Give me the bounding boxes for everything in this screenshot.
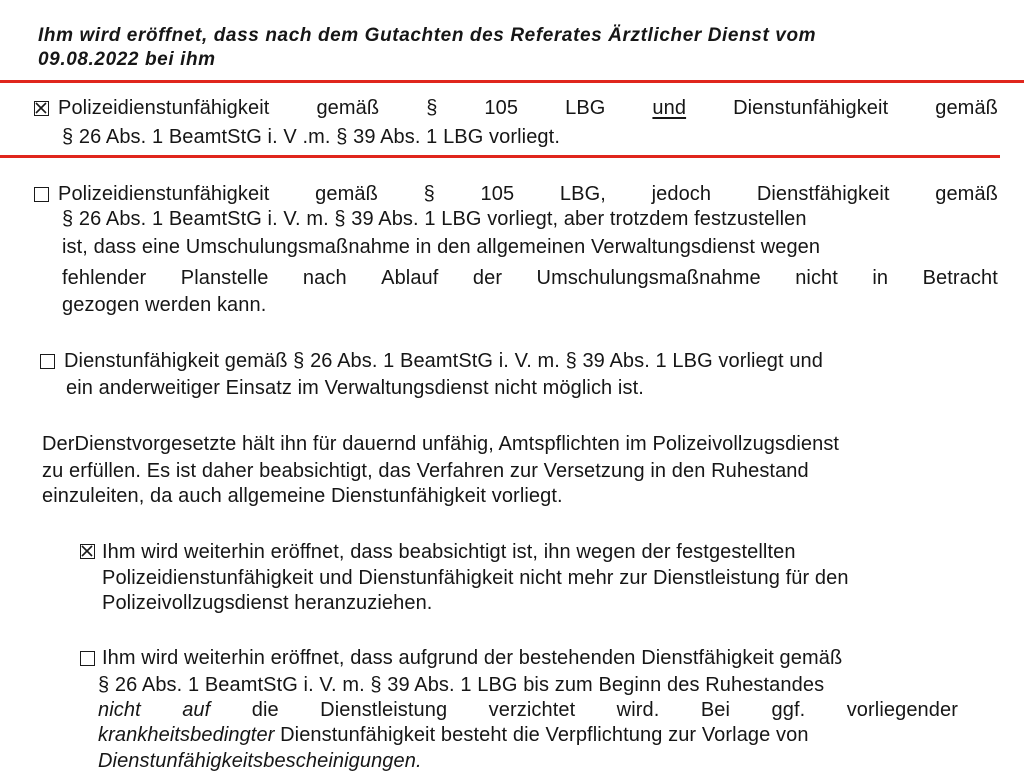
highlight-line-bottom (0, 155, 1000, 158)
option-3-line-1: Dienstunfähigkeit gemäß § 26 Abs. 1 BeamtStG i. V. m. § 39 Abs. 1 LBG vorliegt und (64, 350, 823, 372)
checkbox-checked-icon (80, 544, 95, 559)
option-5-line-5: Dienstunfähigkeitsbescheinigungen. (98, 750, 422, 772)
option-1-line-2: § 26 Abs. 1 BeamtStG i. V .m. § 39 Abs. 1 LBG vorliegt. (62, 126, 560, 148)
option-5-line-3: nicht auf die Dienstleistung verzichtet wird. Bei ggf. vorliegender (98, 699, 958, 721)
checkbox-unchecked-icon (80, 651, 95, 666)
option-2-line-2: § 26 Abs. 1 BeamtStG i. V. m. § 39 Abs. 1 LBG vorliegt, aber trotzdem festzustellen (62, 208, 807, 230)
option-2-line-5: gezogen werden kann. (62, 294, 267, 316)
checkbox-checked-icon (34, 101, 49, 116)
option-5-line-1: Ihm wird weiterhin eröffnet, dass aufgrund der bestehenden Dienstfähigkeit gemäß (102, 647, 843, 669)
underlined-und: und (652, 97, 687, 119)
option-1-line-1: Polizeidienstunfähigkeit gemäß § 105 LBG und Dienstunfähigkeit gemäß (58, 97, 998, 119)
option-4-line-3: Polizeivollzugsdienst heranzuziehen. (102, 592, 433, 614)
checkbox-unchecked-icon (34, 187, 49, 202)
option-5-line-4: krankheitsbedingter Dienstunfähigkeit besteht die Verpflichtung zur Vorlage von (98, 724, 809, 746)
option-4-line-2: Polizeidienstunfähigkeit und Dienstunfähigkeit nicht mehr zur Dienstleistung für den (102, 567, 849, 589)
option-2-line-1: Polizeidienstunfähigkeit gemäß § 105 LBG, jedoch Dienstfähigkeit gemäß (58, 183, 998, 205)
checkbox-unchecked-icon (40, 354, 55, 369)
option-2-line-3: ist, dass eine Umschulungsmaßnahme in den allgemeinen Verwaltungsdienst wegen (62, 236, 821, 258)
option-2-line-4: fehlender Planstelle nach Ablauf der Umschulungsmaßnahme nicht in Betracht (62, 267, 998, 289)
option-3-line-2: ein anderweitiger Einsatz im Verwaltungsdienst nicht möglich ist. (66, 377, 644, 399)
statement-line-3: einzuleiten, da auch allgemeine Dienstunfähigkeit vorliegt. (42, 485, 563, 507)
option-5-line-2: § 26 Abs. 1 BeamtStG i. V. m. § 39 Abs. 1 LBG bis zum Beginn des Ruhestandes (98, 674, 825, 696)
highlight-line-top (0, 80, 1024, 83)
statement-line-2: zu erfüllen. Es ist daher beabsichtigt, das Verfahren zur Versetzung in den Ruhestand (42, 460, 809, 482)
intro-line-2: 09.08.2022 bei ihm (38, 49, 216, 70)
option-4-line-1: Ihm wird weiterhin eröffnet, dass beabsichtigt ist, ihn wegen der festgestellten (102, 541, 796, 563)
intro-line-1: Ihm wird eröffnet, dass nach dem Gutachten des Referates Ärztlicher Dienst vom (38, 25, 817, 46)
statement-line-1: DerDienstvorgesetzte hält ihn für dauernd unfähig, Amtspflichten im Polizeivollzugsdienst (42, 433, 840, 455)
